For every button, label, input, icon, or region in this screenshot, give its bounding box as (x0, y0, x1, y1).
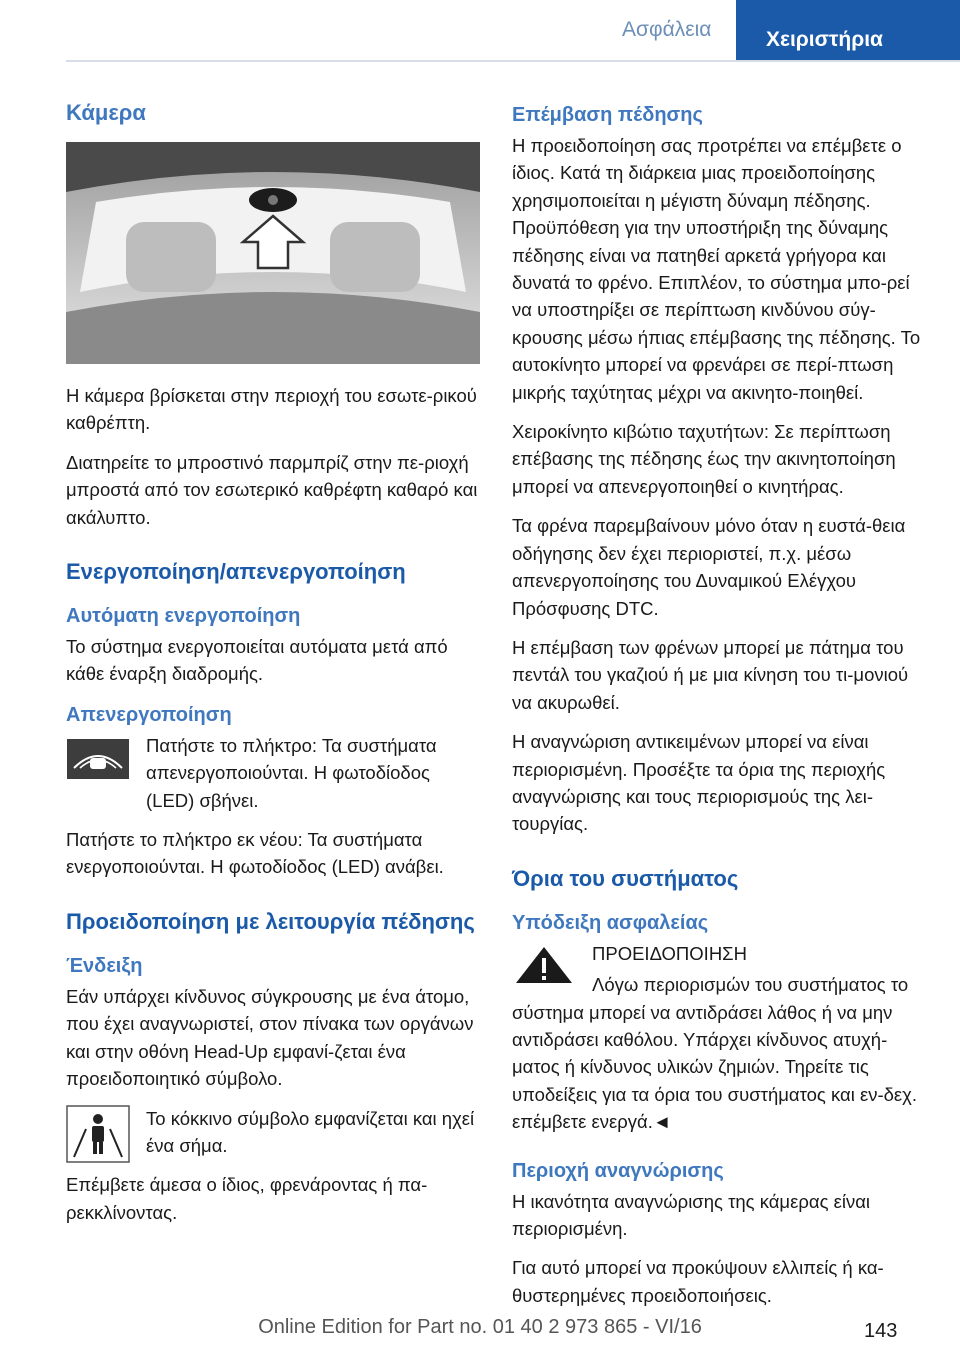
system-limits-heading: Όρια του συστήματος (512, 865, 739, 891)
warning-label: ΠΡΟΕΙΔΟΠΟΙΗΣΗ (592, 942, 747, 964)
camera-location-text: Η κάμερα βρίσκεται στην περιοχή του εσωτε-ρικού καθρέπτη. (66, 385, 477, 434)
left-column (66, 100, 480, 1238)
warning-braking-heading: Προειδοποίηση με λειτουργία πέδησης (66, 908, 475, 934)
camera-clean-text: Διατηρείτε το μπροστινό παρμπρίζ στην πε-ριοχή μπροστά από τον εσωτερικό καθρέφτη καθαρό και ακάλυπτο. (66, 451, 478, 528)
edition-footer: Online Edition for Part no. 01 40 2 973 865 - VI/16 (258, 1316, 702, 1338)
page-number: 143 (864, 1320, 898, 1342)
detection-area-heading: Περιοχή αναγνώρισης (512, 1159, 724, 1182)
header-rule (66, 60, 960, 62)
right-column (512, 100, 930, 1321)
warning-triangle-icon (512, 944, 576, 986)
activation-heading: Ενεργοποίηση/απενεργοποίηση (66, 559, 406, 585)
chapter-tab[interactable]: Χειριστήρια (736, 0, 960, 62)
warning-block (512, 940, 930, 1136)
detection-text-1: Η ικανότητα αναγνώρισης της κάμερας είναι περιορισμένη. (512, 1190, 871, 1239)
deactivation-heading: Απενεργοποίηση (66, 703, 232, 726)
auto-activation-heading: Αυτόματη ενεργοποίηση (66, 605, 301, 628)
camera-photo (66, 142, 480, 364)
section-tab[interactable]: Ασφάλεια (622, 18, 712, 41)
camera-heading: Κάμερα (66, 100, 146, 125)
brake-text-1: Η προειδοποίηση σας προτρέπει να επέμβετε ο ίδιος. Κατά τη διάρκεια μιας προειδοποίησης χρησιμοποιείται η μέγιστη δύναμη πέδησης. Προϋπόθεση για την υποστήριξη της δύναμης πέδησης είναι να πατηθεί αρκετά γρήγορα και δυνατά το φρένο. Επιπλέον, το σύστημα μπο-ρεί να υποστηρίξει σε περίπτωση κινδύνου σύγ-κρουσης μέσω ήπιας επέμβασης της πέδησης. Το αυτοκίνητο μπορεί να φρενάρει σε περί-πτωση μικρής ταχύτητας μέχρι να ακινητο-ποιηθεί. (512, 135, 921, 403)
deactivation-text: Πατήστε το πλήκτρο: Τα συστήματα απενεργοποιούνται. Η φωτοδίοδος (LED) σβήνει. (146, 734, 437, 811)
react-text: Επέμβετε άμεσα ο ίδιος, φρενάροντας ή πα-ρεκκλίνοντας. (66, 1174, 428, 1223)
warning-text: Λόγω περιορισμών του συστήματος το σύστημα μπορεί να αντιδράσει λάθος ή να μην αντιδράσει καθόλου. Υπάρχει κίνδυνος ατυχή-ματος ή κίνδυνος υλικών ζημιών. Τηρείτε τις υποδείξεις για τα όρια του συστήματος και εν-δεχ. επέμβετε ενεργά.◄ (512, 974, 918, 1133)
display-heading: Ένδειξη (66, 954, 143, 977)
red-symbol-block (66, 1105, 480, 1160)
deactivation-block (66, 732, 480, 814)
reactivation-text: Πατήστε το πλήκτρο εκ νέου: Τα συστήματα ενεργοποιούνται. Η φωτοδίοδος (LED) ανάβει. (66, 829, 444, 878)
detection-text-2: Για αυτό μπορεί να προκύψουν ελλιπείς ή κα-θυστερημένες προειδοποιήσεις. (512, 1257, 884, 1306)
safety-note-heading: Υπόδειξη ασφαλείας (512, 911, 709, 934)
brake-intervention-heading: Επέμβαση πέδησης (512, 104, 703, 126)
brake-text-4: Η επέμβαση των φρένων μπορεί με πάτημα του πεντάλ του γκαζιού ή με μια κίνηση του τι-μονιού να ακυρωθεί. (512, 636, 909, 713)
brake-text-5: Η αναγνώριση αντικειμένων μπορεί να είναι περιορισμένη. Προσέξτε τα όρια της περιοχής αναγνώρισης και τους περιορισμούς της λει-τουργίας. (512, 731, 886, 835)
brake-text-3: Τα φρένα παρεμβαίνουν μόνο όταν η ευστά-θεια οδήγησης δεν έχει περιοριστεί, π.χ. μέσω απενεργοποίησης του Δυναμικού Ελέγχου Πρόσφυσης DTC. (512, 515, 906, 619)
brake-text-2: Χειροκίνητο κιβώτιο ταχυτήτων: Σε περίπτωση επέβασης της πέδησης έως την ακινητοποίηση μπορεί να απενεργοποιηθεί ο κινητήρας. (512, 421, 896, 497)
collision-warning-button-icon (66, 738, 130, 780)
page-header (0, 0, 960, 62)
pedestrian-warning-icon (66, 1105, 130, 1163)
display-text: Εάν υπάρχει κίνδυνος σύγκρουσης με ένα άτομο, που έχει αναγνωριστεί, στον πίνακα των οργάνων και στην οθόνη Head-Up εμφανί-ζεται ένα προειδοποιητικό σύμβολο. (66, 985, 474, 1090)
red-symbol-text: Το κόκκινο σύμβολο εμφανίζεται και ηχεί ένα σήμα. (146, 1107, 475, 1156)
auto-activation-text: Το σύστημα ενεργοποιείται αυτόματα μετά από κάθε έναρξη διαδρομής. (66, 636, 448, 685)
